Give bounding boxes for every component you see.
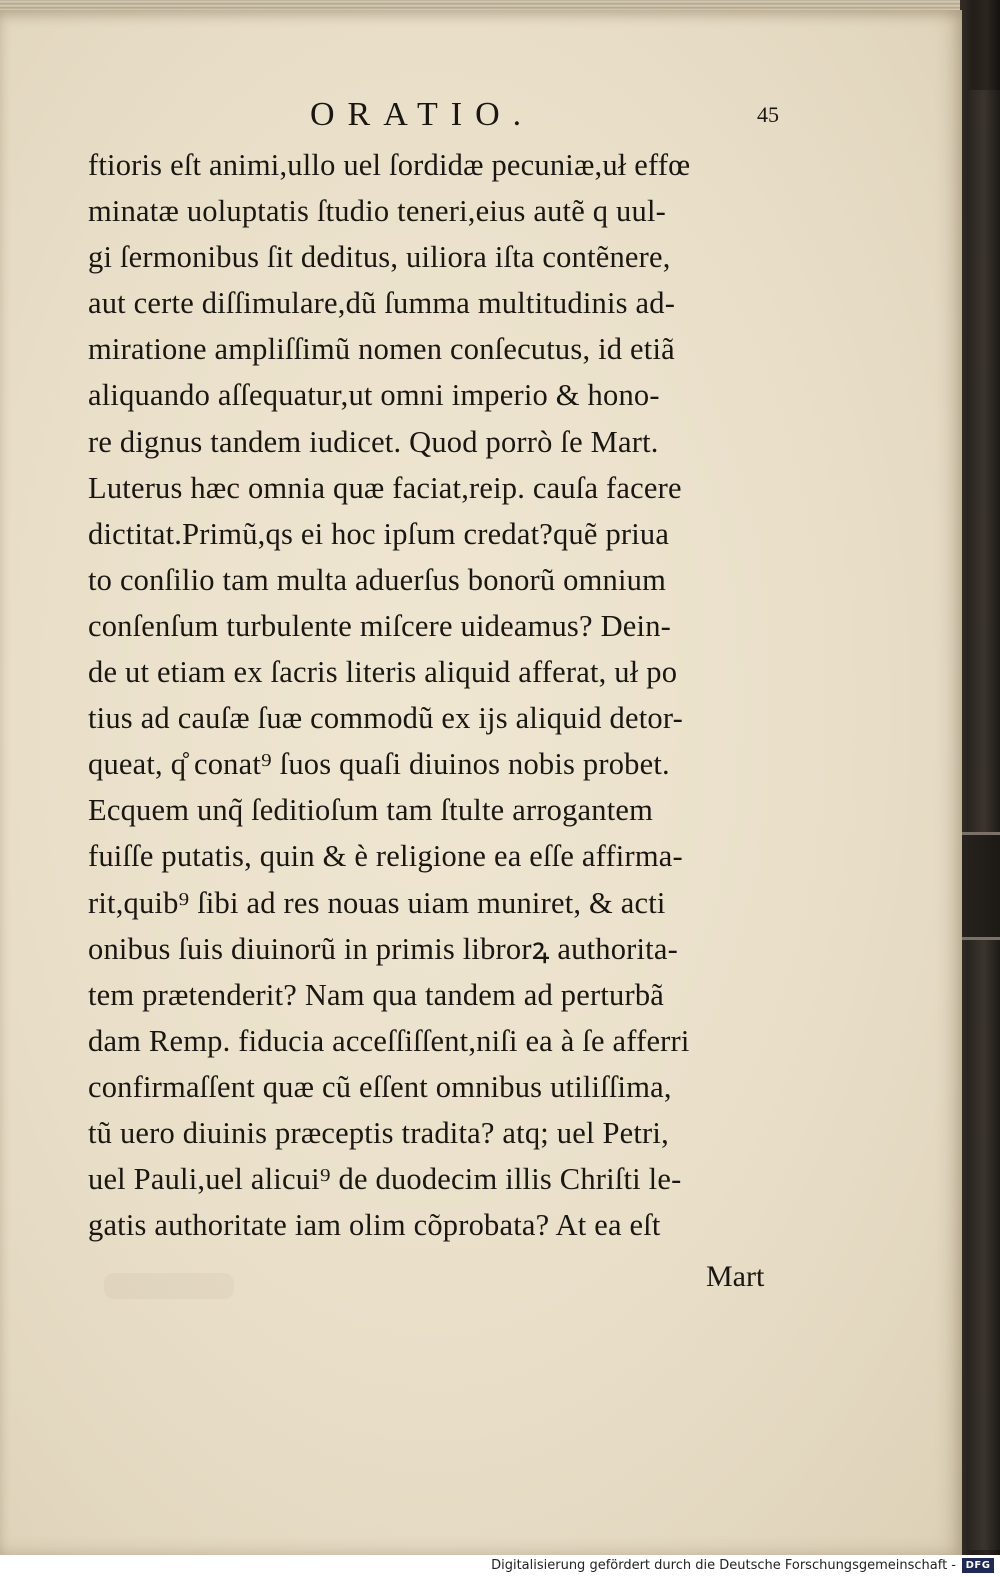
text-line: tũ uero diuinis præceptis tradita? atq; uel Petri, — [88, 1115, 669, 1150]
text-line: re dignus tandem iudicet. Quod porrò ſe Mart. — [88, 424, 659, 459]
book-spine — [968, 90, 1000, 1550]
text-line: onibus ſuis diuinorũ in primis librorꝝ authorita- — [88, 931, 678, 966]
text-line: uel Pauli,uel alicui⁹ de duodecim illis Chriſti le- — [88, 1162, 682, 1197]
page-number: 45 — [757, 102, 779, 127]
dfg-logo: DFG — [962, 1558, 994, 1573]
text-block — [88, 142, 808, 1248]
text-line: aliquando aſſequatur,ut omni imperio & hono- — [88, 378, 660, 413]
text-line: aut certe diſſimulare,dũ ſumma multitudinis ad- — [88, 286, 676, 321]
funding-notice: Digitalisierung gefördert durch die Deutsche Forschungsgemeinschaft - — [491, 1558, 956, 1573]
text-line: ftioris eſt animi,ullo uel ſordidæ pecuniæ,uł effœ — [88, 148, 691, 182]
text-line: to conſilio tam multa aduerſus bonorũ omnium — [88, 562, 667, 597]
text-line: rit,quib⁹ ſibi ad res nouas uiam muniret, & acti — [88, 885, 666, 920]
text-line: gi ſermonibus ſit deditus, uiliora iſta contẽnere, — [88, 240, 671, 275]
text-line: tius ad cauſæ ſuæ commodũ ex ijs aliquid detor- — [88, 701, 683, 736]
text-line: dam Remp. fiducia acceſſiſſent,niſi ea à ſe afferri — [88, 1023, 690, 1058]
text-line: Luterus hæc omnia quæ faciat,reip. cauſa facere — [88, 470, 682, 505]
text-line: confirmaſſent quæ cũ eſſent omnibus utiliſſima, — [88, 1069, 672, 1104]
catchword: Mart — [706, 1260, 765, 1293]
text-line: conſenſum turbulente miſcere uideamus? Dein- — [88, 608, 672, 643]
show-through-mark — [104, 1273, 234, 1299]
text-line: dictitat.Primũ,qs ei hoc ipſum credat?quẽ priua — [88, 516, 670, 551]
digitization-footer — [0, 1555, 1000, 1577]
book-page — [0, 10, 962, 1555]
text-line: gatis authoritate iam olim cõprobata? At ea eſt — [88, 1208, 661, 1243]
text-line: tem prætenderit? Nam qua tandem ad perturbã — [88, 977, 665, 1012]
running-title: ORATIO. — [310, 96, 535, 133]
text-line: Ecquem unq̃ ſeditioſum tam ſtulte arrogantem — [88, 793, 654, 828]
text-line: miratione ampliſſimũ nomen conſecutus, id etiã — [88, 332, 675, 367]
text-line: de ut etiam ex ſacris literis aliquid afferat, uł po — [88, 655, 678, 690]
text-line: minatæ uoluptatis ſtudio teneri,eius autẽ q uul- — [88, 194, 666, 229]
page-header — [0, 92, 962, 142]
text-line: fuiſſe putatis, quin & è religione ea eſſe affirma- — [88, 839, 683, 874]
text-line: queat, q̊ conat⁹ ſuos quaſi diuinos nobis probet. — [88, 747, 670, 782]
